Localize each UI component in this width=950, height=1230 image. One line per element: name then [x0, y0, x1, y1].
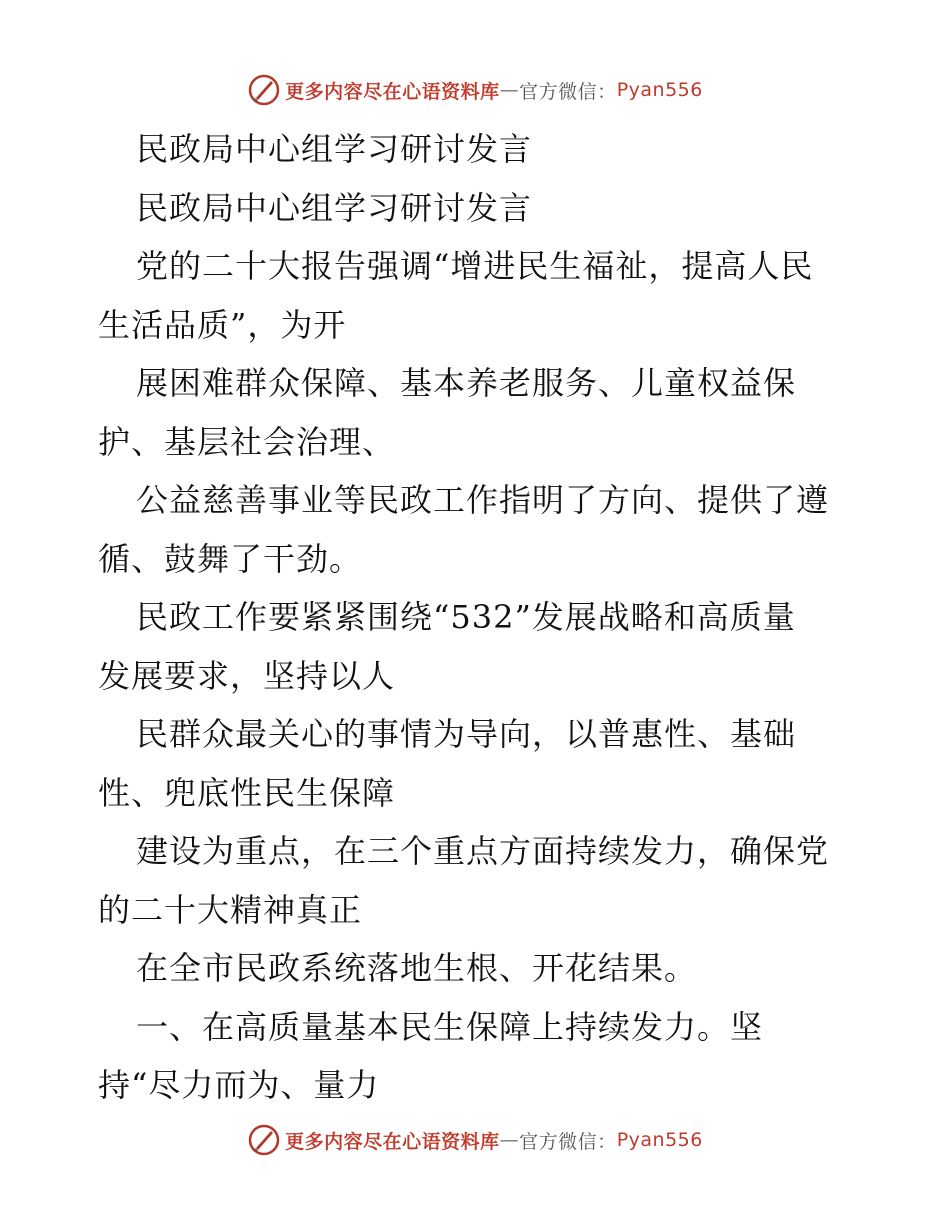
text-line: 党的二十大报告强调“增进民生福祉，提高人民: [136, 247, 814, 285]
text-line: 循、鼓舞了干劲。: [98, 539, 363, 578]
text-line: 一、在高质量基本民生保障上持续发力。坚: [136, 1007, 764, 1046]
watermark-wechat-label: 官方微信：: [519, 80, 617, 103]
text-line: 民群众最关心的事情为导向，以普惠性、基础: [136, 715, 797, 753]
document-body: [98, 120, 858, 1115]
text-line: 发展要求，坚持以人: [98, 656, 396, 695]
text-line: 性、兜底性民生保障: [98, 773, 396, 812]
text-line: 持“尽力而为、量力: [98, 1066, 380, 1104]
quill-logo-icon: [247, 1123, 281, 1157]
text-line: 民政工作要紧紧围绕“532”发展战略和高质量: [136, 598, 796, 636]
text-line: 民政局中心组学习研讨发言: [136, 130, 533, 168]
text-line: 展困难群众保障、基本养老服务、儿童权益保: [136, 364, 797, 402]
footer-watermark: [0, 1120, 950, 1160]
text-line: 护、基层社会治理、: [98, 422, 396, 461]
watermark-dash: —: [499, 1129, 520, 1151]
watermark-title: 更多内容尽在心语资料库: [285, 1130, 500, 1153]
text-line: 公益慈善事业等民政工作指明了方向、提供了遵: [136, 481, 830, 519]
text-line: 建设为重点，在三个重点方面持续发力，确保党: [136, 832, 830, 870]
watermark-wechat-label: 官方微信：: [519, 1130, 617, 1153]
text-line: 在全市民政系统落地生根、开花结果。: [136, 949, 698, 987]
header-watermark: [0, 70, 950, 110]
text-line: 的二十大精神真正: [98, 890, 363, 929]
watermark-title: 更多内容尽在心语资料库: [285, 80, 500, 103]
text-line: 生活品质”，为开: [98, 305, 347, 344]
quill-logo-icon: [247, 73, 281, 107]
watermark-wechat-id: Pyan556: [616, 1129, 703, 1151]
watermark-wechat-id: Pyan556: [616, 79, 703, 101]
watermark-dash: —: [499, 79, 520, 101]
text-line: 民政局中心组学习研讨发言: [136, 188, 533, 227]
